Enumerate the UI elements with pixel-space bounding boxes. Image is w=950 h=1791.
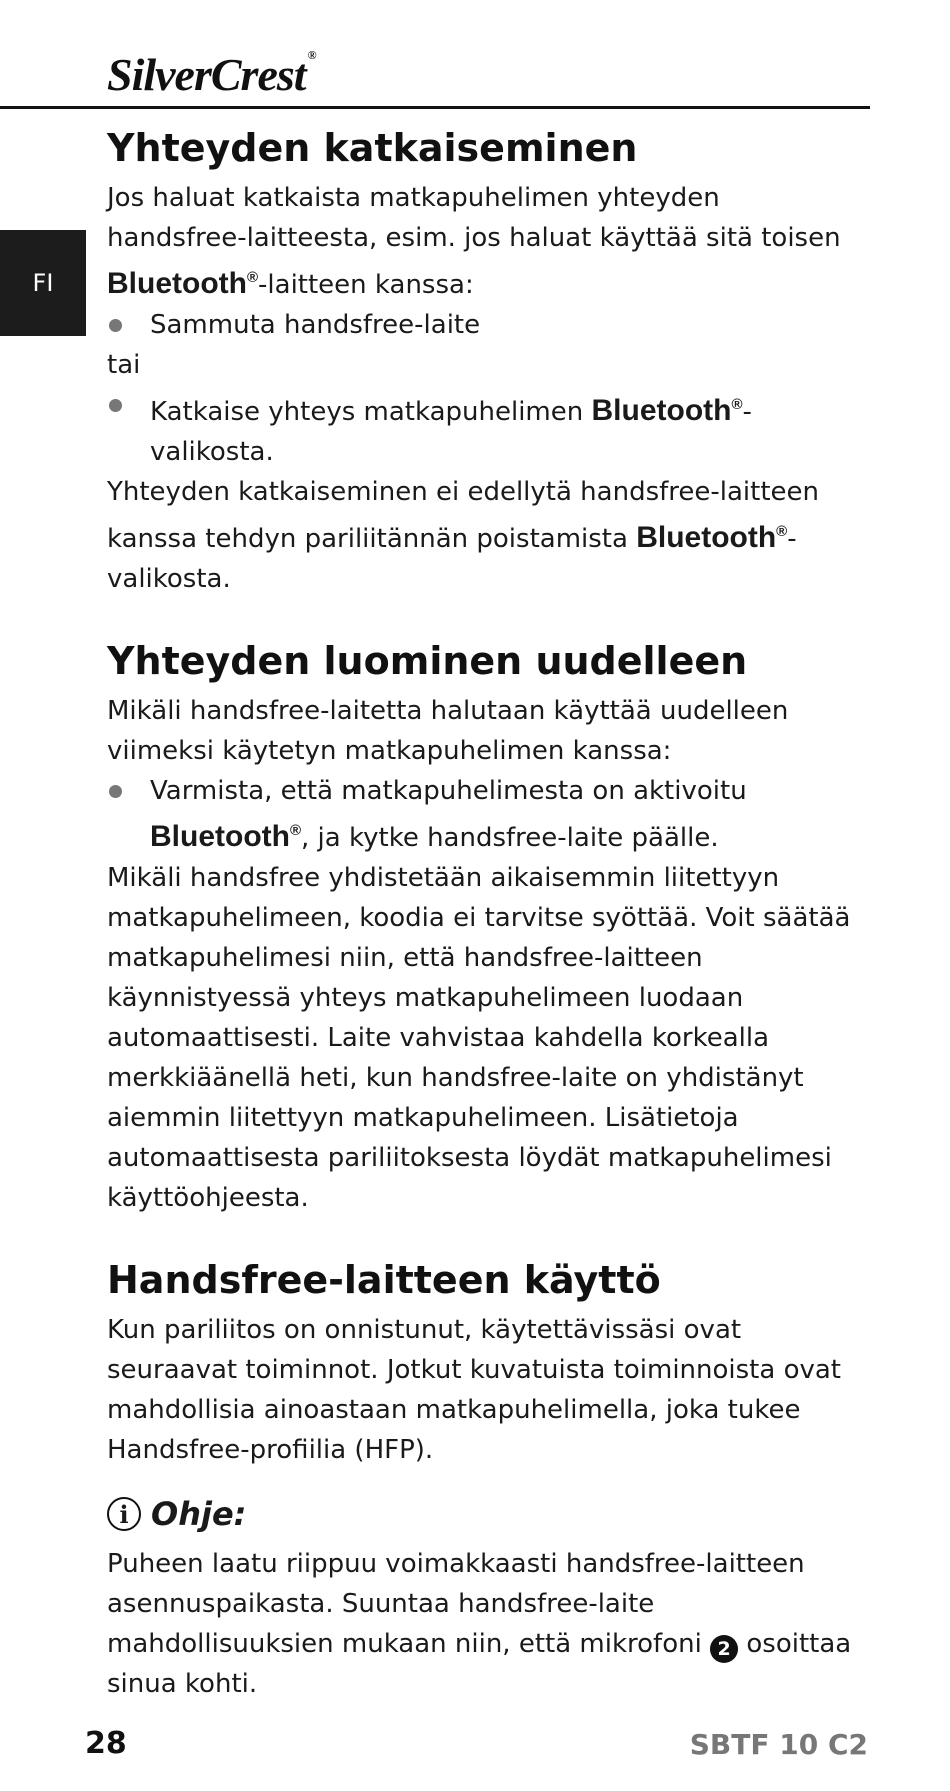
bullet-icon — [109, 399, 122, 412]
list-item: Katkaise yhteys matkapuhelimen Bluetooth®-valikosta. — [107, 385, 852, 472]
callout-number-badge: 2 — [710, 1635, 738, 1663]
disconnect-note: Yhteyden katkaiseminen ei edellytä handsfree-laitteen kanssa tehdyn pariliitännän poistamista Bluetooth®-valikosta. — [107, 477, 820, 594]
brand-logo — [107, 48, 316, 101]
note-body: Puheen laatu riippuu voimakkaasti handsfree-laitteen asennuspaikasta. Suuntaa handsfree-laite mahdollisuuksien mukaan niin, että mikrofoni 2 osoittaa sinua kohti. — [107, 1549, 852, 1699]
bluetooth-word: Bluetooth® — [107, 267, 259, 300]
disconnect-intro-text-b: -laitteen kanssa: — [258, 270, 474, 300]
section-heading-reconnect: Yhteyden luominen uudelleen — [107, 639, 748, 683]
page-number: 28 — [85, 1726, 127, 1761]
language-tab — [0, 230, 86, 336]
bluetooth-word: Bluetooth® — [591, 394, 743, 427]
bluetooth-word: Bluetooth® — [636, 521, 788, 554]
language-label: FI — [32, 269, 54, 297]
model-number: SBTF 10 C2 — [689, 1728, 868, 1761]
list-item: Sammuta handsfree-laite — [107, 305, 852, 345]
header-rule — [0, 106, 870, 109]
section-heading-disconnect: Yhteyden katkaiseminen — [107, 126, 638, 170]
list-item: Varmista, että matkapuhelimesta on aktivoitu Bluetooth®, ja kytke handsfree-laite päälle. — [107, 771, 852, 858]
disconnect-options-2 — [107, 385, 852, 472]
brand-registered-mark: ® — [307, 48, 316, 62]
note-title: Ohje: — [151, 1495, 247, 1533]
bullet-icon — [109, 785, 122, 798]
or-word: tai — [107, 350, 141, 380]
reconnect-body: Mikäli handsfree yhdistetään aikaisemmin liitettyyn matkapuhelimeen, koodia ei tarvitse syöttää. Voit säätää matkapuhelimesi niin, että handsfree-laitteen käynnistyessä yhteys matkapuhelimeen luodaan automaattisesti. Laite vahvistaa kahdella korkealla merkkiäänellä heti, kun handsfree-laite on yhdistänyt aiemmin liitettyyn matkapuhelimeen. Lisätietoja automaattisesta pariliitoksesta löydät matkapuhelimesi käyttöohjeesta. — [107, 863, 851, 1213]
note-header — [107, 1484, 852, 1544]
brand-name: SilverCrest — [107, 49, 306, 100]
disconnect-intro-text-a: Jos haluat katkaista matkapuhelimen yhteyden handsfree-laitteesta, esim. jos haluat käyttää sitä toisen — [107, 183, 841, 253]
bullet-icon — [109, 319, 122, 332]
section-heading-usage: Handsfree-laitteen käyttö — [107, 1258, 661, 1302]
reconnect-steps — [107, 771, 852, 858]
info-icon: i — [107, 1497, 141, 1531]
usage-body: Kun pariliitos on onnistunut, käytettävissäsi ovat seuraavat toiminnot. Jotkut kuvatuista toiminnoista ovat mahdollisia ainoastaan matkapuhelimella, joka tukee Handsfree-profiilia (HFP). — [107, 1315, 841, 1465]
bluetooth-word: Bluetooth® — [150, 820, 302, 853]
page-content — [107, 118, 852, 1704]
disconnect-intro — [107, 178, 852, 305]
disconnect-options — [107, 305, 852, 345]
reconnect-intro: Mikäli handsfree-laitetta halutaan käyttää uudelleen viimeksi käytetyn matkapuhelimen kanssa: — [107, 696, 789, 766]
